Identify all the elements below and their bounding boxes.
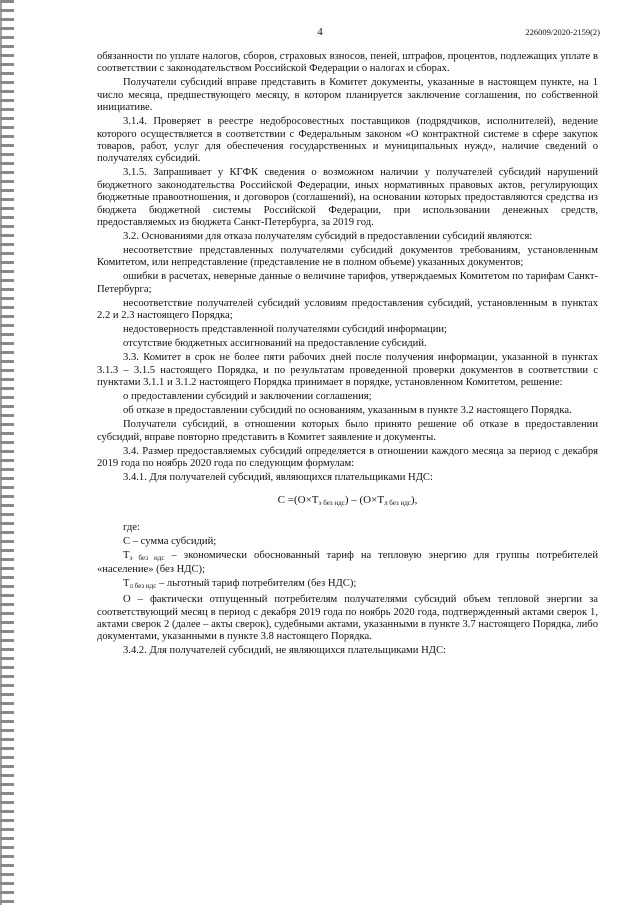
- subsidy-formula: $С =(О\times Т_{э без ндс}) - (О\times Т_{л без ндс})$,: [277, 494, 418, 508]
- definition-o: О – фактически отпущенный потребителям получателями субсидий объем тепловой энергии за соответствующий месяц в период с декабря 2019 года по ноябрь 2020 года, подтвержденный актами сверок 1, актами сверок 2 (далее – акты сверок), судебными актами, указанными в пункте 3.7 настоящего Порядка, либо документами, указанными в пункте 3.8 настоящего Порядка.: [97, 594, 598, 643]
- paragraph: несоответствие получателей субсидий условиям предоставления субсидий, установленным в пунктах 2.2 и 2.3 настоящего Порядка;: [97, 297, 598, 322]
- paragraph: несоответствие представленных получателями субсидий документов требованиям, установленным Комитетом, или непредставление (представление не в полном объеме) указанных документов;: [97, 245, 598, 269]
- paragraph-where: где:: [123, 521, 140, 533]
- paragraph: 3.4.1. Для получателей субсидий, являющихся плательщиками НДС:: [123, 471, 433, 483]
- paragraph: отсутствие бюджетных ассигнований на предоставление субсидий.: [123, 338, 427, 350]
- paragraph: недостоверность представленной получателями субсидий информации;: [123, 324, 447, 336]
- definition-c: С – сумма субсидий;: [123, 535, 217, 547]
- paragraph: Получатели субсидий вправе представить в Комитет документы, указанные в настоящем пункте, на 1 число месяца, предшествующего месяцу, в котором планируется заключение соглашения, по собственной инициативе.: [97, 77, 598, 114]
- paragraph: Получатели субсидий, в отношении которых было принято решение об отказе в предоставлении субсидий, вправе повторно представить в Комитет заявление и документы.: [97, 419, 598, 443]
- page-number: 4: [317, 26, 323, 38]
- paragraph: 3.4.2. Для получателей субсидий, не являющихся плательщиками НДС:: [123, 645, 446, 657]
- paragraph: 3.1.5. Запрашивает у КГФК сведения о возможном наличии у получателей субсидий нарушений бюджетного законодательства Российской Федерации, иных нормативных правовых актов, регулирующих бюджетные правоотношения, и договоров (соглашений), на основании которых предоставляются средства из бюджета бюджетной системы Российской Федерации, при использовании денежных средств, предоставляемых из бюджета Санкт-Петербурга, за 2019 год.: [97, 167, 598, 229]
- paragraph: 3.4. Размер предоставляемых субсидий определяется в отношении каждого месяца за период с декабря 2019 года по ноябрь 2020 года по следующим формулам:: [97, 445, 598, 469]
- document-body: [97, 51, 598, 659]
- paragraph: 3.1.4. Проверяет в реестре недобросовестных поставщиков (подрядчиков, исполнителей), ведение которого осуществляется в соответствии с Федеральным законом «О контрактной системе в сфере закупок товаров, работ, услуг для обеспечения государственных и муниципальных нужд», наличие сведений о получателях субсидий.: [97, 116, 598, 165]
- paragraph: 3.2. Основаниями для отказа получателям субсидий в предоставлении субсидий являются:: [123, 231, 533, 243]
- definition-te: $Т_{э без ндс}$ – экономически обоснованный тариф на тепловую энергию для группы потребителей «население» (без НДС);: [97, 549, 598, 576]
- paragraph: 3.3. Комитет в срок не более пяти рабочих дней после получения информации, указанной в пунктах 3.1.3 – 3.1.5 настоящего Порядка, и по результатам проведенной проверки документов в соответствии с пунктами 3.1.1 и 3.1.2 настоящего Порядка принимает в порядке, установленном Комитетом, решение:: [97, 352, 598, 389]
- paragraph: об отказе в предоставлении субсидий по основаниям, указанным в пункте 3.2 настоящего Порядка.: [123, 405, 572, 417]
- paragraph: о предоставлении субсидий и заключении соглашения;: [123, 391, 372, 403]
- scan-binding-edge: [0, 0, 14, 905]
- paragraph: обязанности по уплате налогов, сборов, страховых взносов, пеней, штрафов, процентов, подлежащих уплате в соответствии с законодательством Российской Федерации о налогах и сборах.: [97, 51, 598, 75]
- paragraph: ошибки в расчетах, неверные данные о величине тарифов, утверждаемых Комитетом по тарифам Санкт-Петербурга;: [97, 271, 598, 295]
- definition-tl: $Т_{л без ндс}$ – льготный тариф потребителям (без НДС);: [123, 578, 357, 591]
- document-id: 226009/2020-2159(2): [525, 27, 600, 37]
